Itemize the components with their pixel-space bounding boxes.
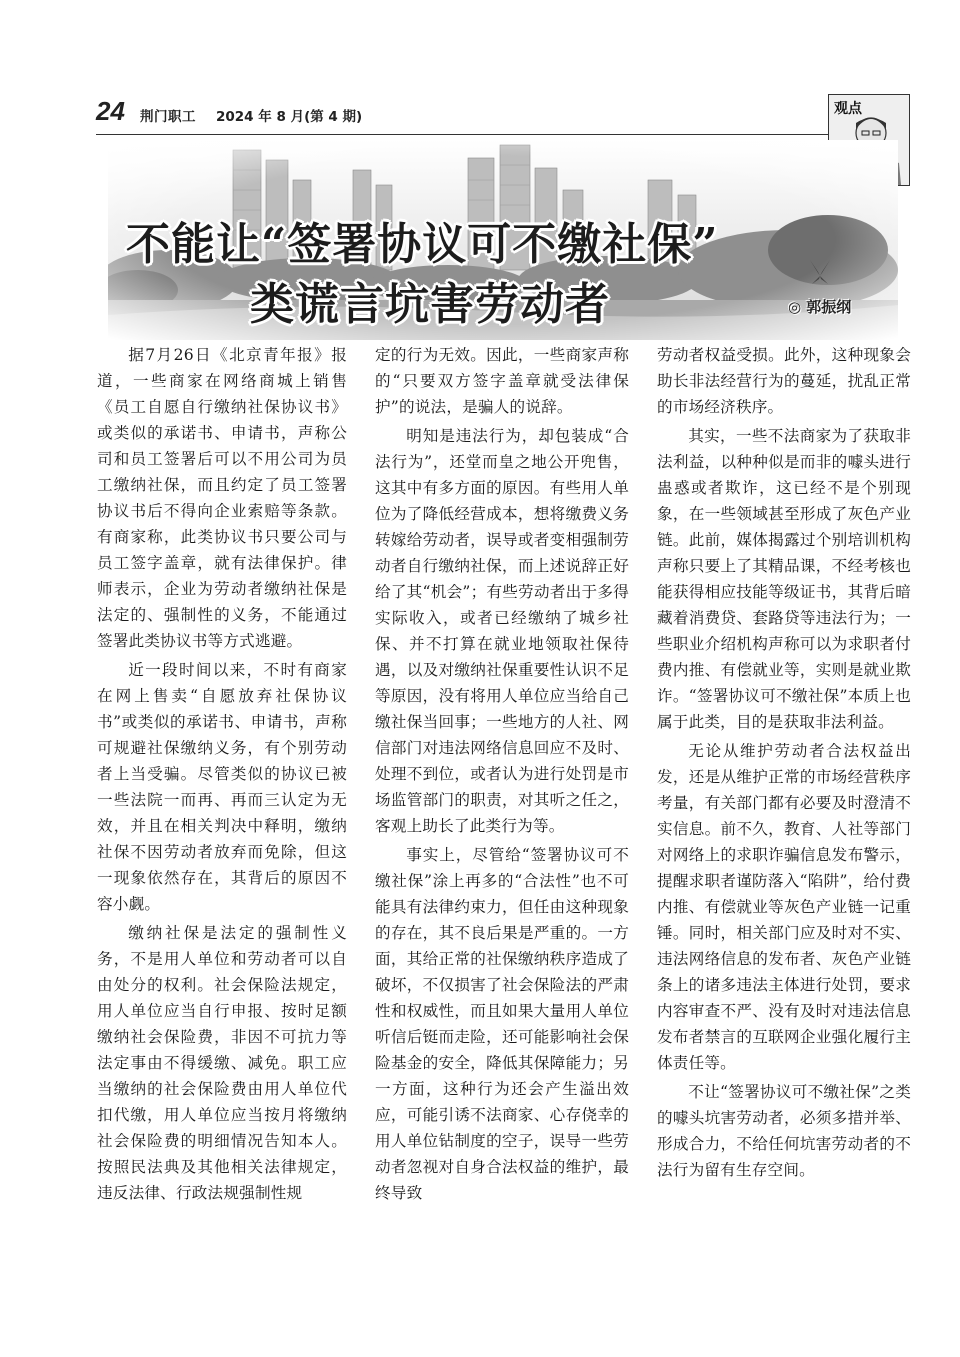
author-byline: ◎ 郭振纲 bbox=[788, 298, 852, 316]
article-paragraph: 缴纳社保是法定的强制性义务，不是用人单位和劳动者可以自由处分的权利。社会保险法规定，用人单位应当自行申报、按时足额缴纳社会保险费，非因不可抗力等法定事由不得缓缴、减免。职工应当缴纳的社会保险费由用人单位代扣代缴，用人单位应当按月将缴纳社会保险费的明细情况告知本人。按照民法典及其他相关法律规定，违反法律、行政法规强制性规 bbox=[97, 924, 347, 1202]
page-number: 24 bbox=[96, 96, 125, 126]
article-column-3 bbox=[657, 342, 911, 1186]
article-column-2 bbox=[375, 342, 629, 1209]
article-paragraph: 其实，一些不法商家为了获取非法利益，以种种似是而非的噱头进行蛊惑或者欺诈，这已经不是个别现象，在一些领域甚至形成了灰色产业链。此前，媒体揭露过个别培训机构声称只要上了其精品课，不经考核也能获得相应技能等级证书，其背后暗藏着消费贷、套路贷等违法行为；一些职业介绍机构声称可以为求职者付费内推、有偿就业等，实则是就业欺诈。“签署协议可不缴社保”本质上也属于此类，目的是获取非法利益。 bbox=[657, 427, 911, 731]
article-paragraph: 事实上，尽管给“签署协议可不缴社保”涂上再多的“合法性”也不可能具有法律约束力，但任由这种现象的存在，其不良后果是严重的。一方面，其给正常的社保缴纳秩序造成了破坏，不仅损害了社会保险法的严肃性和权威性，而且如果大量用人单位听信后铤而走险，还可能影响社会保险基金的安全，降低其保障能力；另一方面，这种行为还会产生溢出效应，可能引诱不法商家、心存侥幸的用人单位钻制度的空子，误导一些劳动者忽视对自身合法权益的维护，最终导致 bbox=[375, 846, 629, 1202]
article-title-line-2: 类谎言坑害劳动者 bbox=[250, 279, 610, 330]
article-paragraph: 定的行为无效。因此，一些商家声称的“只要双方签字盖章就受法律保护”的说法，是骗人的说辞。 bbox=[375, 346, 629, 416]
issue-date: 2024 年 8 月(第 4 期) bbox=[216, 109, 363, 125]
article-paragraph: 无论从维护劳动者合法权益出发，还是从维护正常的市场经营秩序考量，有关部门都有必要及时澄清不实信息。前不久，教育、人社等部门对网络上的求职诈骗信息发布警示，提醒求职者谨防落入“陷阱”，给付费内推、有偿就业等灰色产业链一记重锤。同时，相关部门应及时对不实、违法网络信息的发布者、灰色产业链条上的诸多违法主体进行处罚，要求内容审查不严、没有及时对违法信息发布者禁言的互联网企业强化履行主体责任等。 bbox=[657, 742, 911, 1072]
article-paragraph: 明知是违法行为，却包装成“合法行为”，还堂而皇之地公开兜售，这其中有多方面的原因。有些用人单位为了降低经营成本，想将缴费义务转嫁给劳动者，误导或者变相强制劳动者自行缴纳社保，而上述说辞正好给了其“机会”；有些劳动者出于多得实际收入，或者已经缴纳了城乡社保、并不打算在就业地领取社保待遇，以及对缴纳社保重要性认识不足等原因，没有将用人单位应当给自己缴社保当回事；一些地方的人社、网信部门对违法网络信息回应不及时、处理不到位，或者认为进行处罚是市场监管部门的职责，对其听之任之，客观上助长了此类行为等。 bbox=[375, 427, 629, 835]
article-paragraph: 据7月26日《北京青年报》报道，一些商家在网络商城上销售《员工自愿自行缴纳社保协议书》或类似的承诺书、申请书，声称公司和员工签署后可以不用公司为员工缴纳社保，而且约定了员工签署协议书后不得向企业索赔等条款。有商家称，此类协议书只要公司与员工签字盖章，就有法律保护。律师表示，企业为劳动者缴纳社保是法定的、强制性的义务，不能通过签署此类协议书等方式逃避。 bbox=[97, 346, 347, 650]
article-paragraph: 近一段时间以来，不时有商家在网上售卖“自愿放弃社保协议书”或类似的承诺书、申请书，声称可规避社保缴纳义务，有个别劳动者上当受骗。尽管类似的协议已被一些法院一而再、再而三认定为无效，并且在相关判决中释明，缴纳社保不因劳动者放弃而免除，但这一现象依然存在，其背后的原因不容小觑。 bbox=[97, 661, 347, 913]
section-label: 观点 bbox=[834, 101, 862, 117]
article-title-line-1: 不能让“签署协议可不缴社保” bbox=[126, 219, 719, 270]
publication-name: 荆门职工 bbox=[140, 109, 196, 125]
page-header bbox=[96, 96, 836, 135]
title-banner bbox=[108, 140, 898, 340]
article-paragraph: 不让“签署协议可不缴社保”之类的噱头坑害劳动者，必须多措并举、形成合力，不给任何坑害劳动者的不法行为留有生存空间。 bbox=[657, 1083, 911, 1179]
article-column-1 bbox=[97, 342, 347, 1209]
article-paragraph: 劳动者权益受损。此外，这种现象会助长非法经营行为的蔓延，扰乱正常的市场经济秩序。 bbox=[657, 346, 911, 416]
